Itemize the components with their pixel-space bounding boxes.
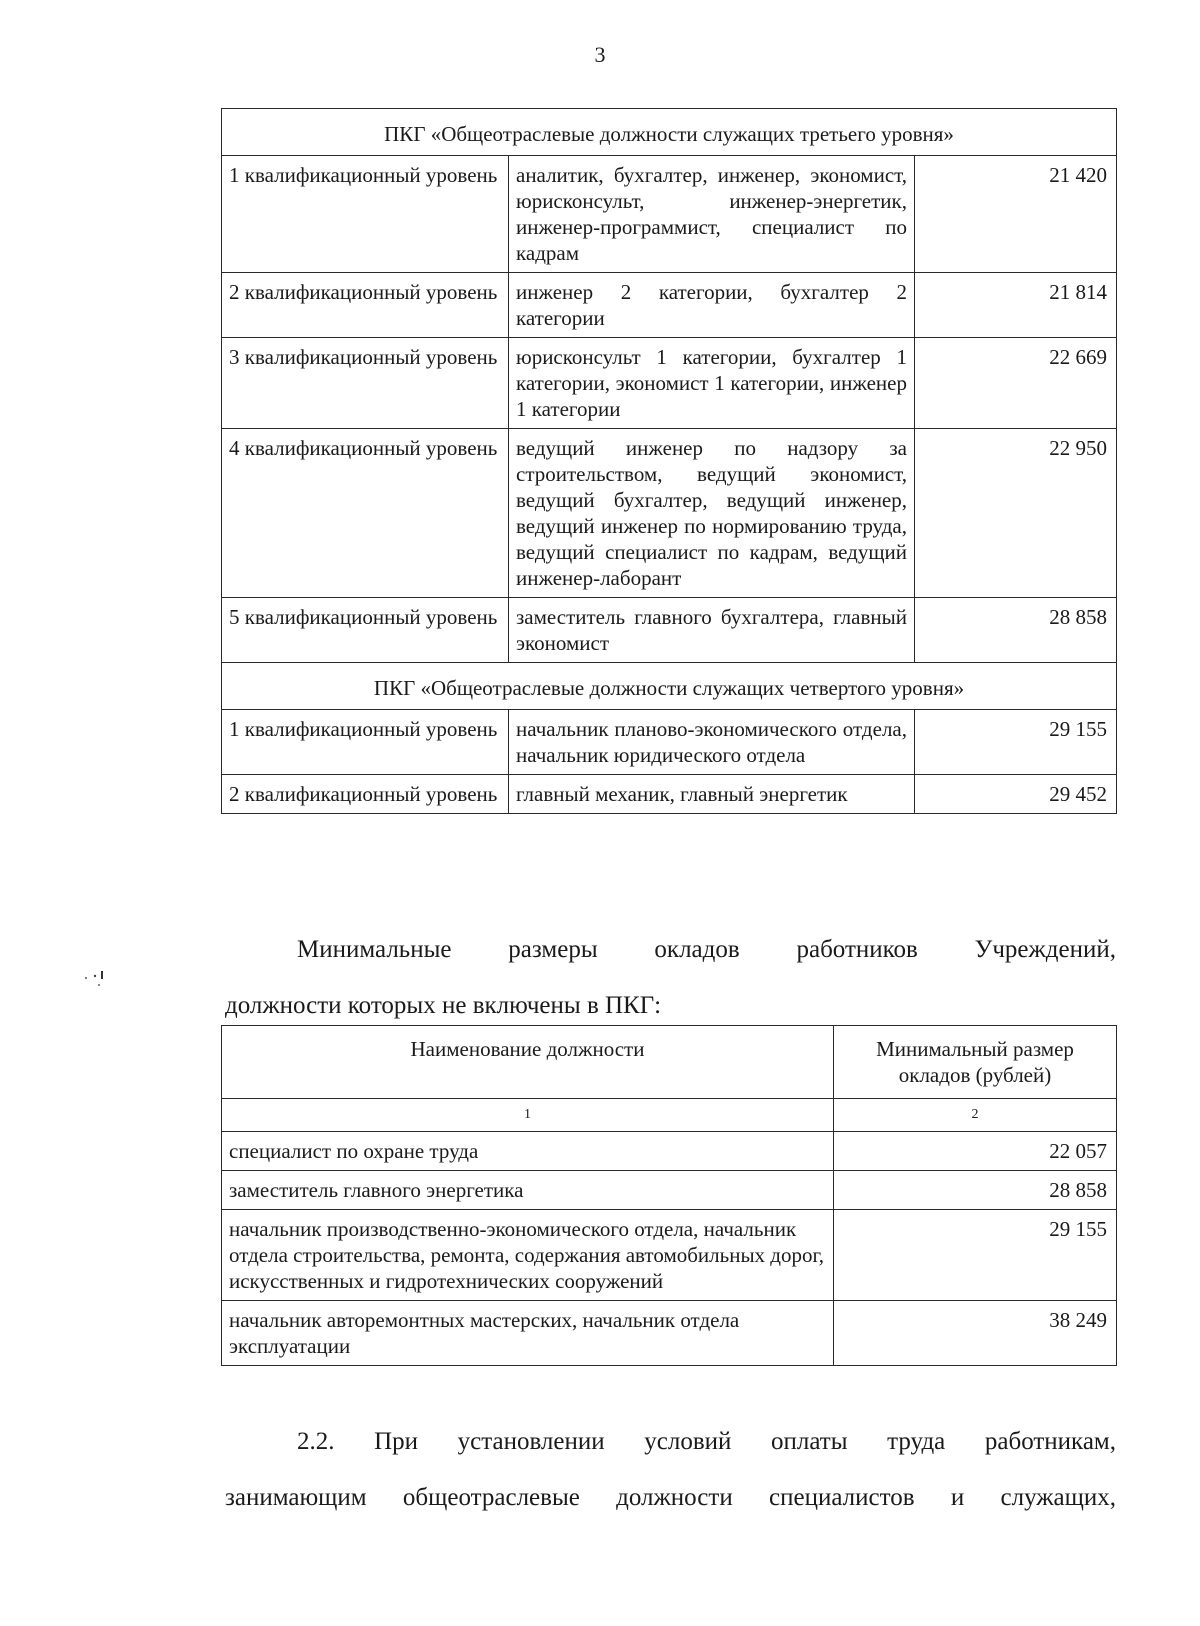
pkg-salary-table: [221, 108, 1117, 814]
salary-value: 29 155: [915, 710, 1117, 775]
table-row: [222, 775, 1117, 814]
table-group-header: [222, 109, 1117, 156]
column-number: 1: [222, 1099, 834, 1132]
table-row: [222, 1171, 1117, 1210]
qualification-level: 5 квалификационный уровень: [222, 598, 509, 663]
salary-value: 22 057: [834, 1132, 1117, 1171]
position-list: инженер 2 категории, бухгалтер 2 категории: [509, 273, 915, 338]
column-number: 2: [834, 1099, 1117, 1132]
page-number: 3: [594, 42, 606, 67]
table-row: [222, 1301, 1117, 1366]
salary-value: 22 950: [915, 429, 1117, 598]
table-row: [222, 1132, 1117, 1171]
position-list: аналитик, бухгалтер, инженер, экономист, юрисконсульт, инженер-энергетик, инженер-программист, специалист по кадрам: [509, 156, 915, 273]
qualification-level: 2 квалификационный уровень: [222, 273, 509, 338]
paragraph-line: должности которых не включены в ПКГ:: [225, 992, 662, 1019]
table-row: [222, 273, 1117, 338]
scan-speck: [80, 968, 110, 990]
position-name: специалист по охране труда: [222, 1132, 834, 1171]
salary-value: 38 249: [834, 1301, 1117, 1366]
paragraph-2-2: [225, 1414, 1116, 1526]
position-list: ведущий инженер по надзору за строительством, ведущий экономист, ведущий бухгалтер, ведущий инженер, ведущий инженер по нормированию труда, ведущий специалист по кадрам, ведущий инженер-лаборант: [509, 429, 915, 598]
position-list: главный механик, главный энергетик: [509, 775, 915, 814]
table-group-header: [222, 663, 1117, 710]
salary-value: 22 669: [915, 338, 1117, 429]
table-header-row: [222, 1026, 1117, 1099]
table-row: [222, 598, 1117, 663]
position-list: юрисконсульт 1 категории, бухгалтер 1 категории, экономист 1 категории, инженер 1 категории: [509, 338, 915, 429]
table-row: [222, 156, 1117, 273]
paragraph-minimum-salaries: [225, 922, 1116, 1034]
position-name: начальник авторемонтных мастерских, начальник отдела эксплуатации: [222, 1301, 834, 1366]
group-title: ПКГ «Общеотраслевые должности служащих третьего уровня»: [222, 109, 1117, 156]
qualification-level: 1 квалификационный уровень: [222, 710, 509, 775]
qualification-level: 2 квалификационный уровень: [222, 775, 509, 814]
table-row: [222, 1210, 1117, 1301]
column-header-salary: Минимальный размер окладов (рублей): [834, 1026, 1117, 1099]
paragraph-line: занимающим общеотраслевые должности специалистов и служащих,: [225, 1484, 1116, 1511]
paragraph-line: Минимальные размеры окладов работников Учреждений,: [297, 936, 1116, 963]
column-header-position: Наименование должности: [222, 1026, 834, 1099]
qualification-level: 3 квалификационный уровень: [222, 338, 509, 429]
salary-value: 28 858: [834, 1171, 1117, 1210]
table-numbering-row: [222, 1099, 1117, 1132]
position-list: начальник планово-экономического отдела, начальник юридического отдела: [509, 710, 915, 775]
qualification-level: 1 квалификационный уровень: [222, 156, 509, 273]
paragraph-line: 2.2. При установлении условий оплаты труда работникам,: [297, 1428, 1116, 1455]
salary-value: 29 452: [915, 775, 1117, 814]
salary-value: 28 858: [915, 598, 1117, 663]
table-row: [222, 429, 1117, 598]
table-row: [222, 710, 1117, 775]
salary-value: 21 420: [915, 156, 1117, 273]
salary-value: 29 155: [834, 1210, 1117, 1301]
salary-value: 21 814: [915, 273, 1117, 338]
table-row: [222, 338, 1117, 429]
position-list: заместитель главного бухгалтера, главный экономист: [509, 598, 915, 663]
qualification-level: 4 квалификационный уровень: [222, 429, 509, 598]
group-title: ПКГ «Общеотраслевые должности служащих четвертого уровня»: [222, 663, 1117, 710]
position-name: заместитель главного энергетика: [222, 1171, 834, 1210]
nonpkg-salary-table: [221, 1025, 1117, 1366]
position-name: начальник производственно-экономического отдела, начальник отдела строительства, ремонта, содержания автомобильных дорог, искусственных и гидротехнических сооружений: [222, 1210, 834, 1301]
